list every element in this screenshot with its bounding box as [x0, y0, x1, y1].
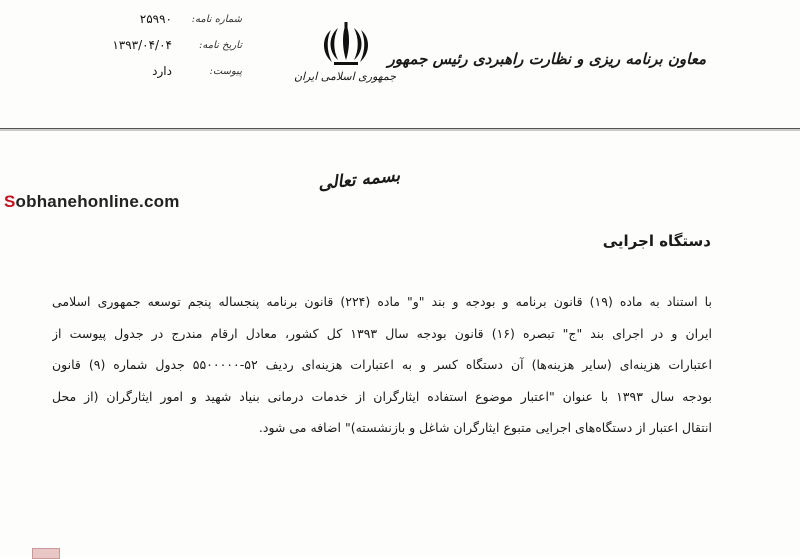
emblem-caption: جمهوری اسلامی ایران	[293, 70, 396, 83]
letter-number-row	[62, 10, 242, 36]
watermark-text	[4, 192, 180, 212]
invocation-heading: بسمه تعالی	[317, 165, 402, 195]
watermark-first-letter: S	[4, 192, 16, 211]
letter-number-value: ۲۵۹۹۰	[139, 12, 172, 26]
sender-title: معاون برنامه ریزی و نظارت راهبردی رئیس جمهور	[387, 50, 706, 68]
header-divider-shadow	[0, 129, 800, 131]
body-line: ایران و در اجرای بند "ج" تبصره (۱۶) قانون بودجه سال ۱۳۹۳ کل کشور، معادل ارقام مندرج در جدول پیوست از	[52, 325, 712, 341]
letter-meta	[62, 10, 242, 88]
letter-body	[52, 292, 712, 450]
letter-date-value: ۱۳۹۳/۰۴/۰۴	[112, 38, 172, 52]
letter-date-row	[62, 36, 242, 62]
iran-emblem-icon	[320, 20, 372, 68]
recipient-heading: دستگاه اجرایی	[602, 232, 711, 250]
body-line: اعتبارات هزینه‌ای (سایر هزینه‌ها) آن دستگاه کسر و به اعتبارات هزینه‌ای ردیف ۵۲-۵۵۰۰۰۰۰ جدول شماره (۹) قانون	[52, 357, 712, 372]
letterhead-emblem	[293, 20, 396, 83]
letter-attachment-row	[62, 62, 242, 88]
letter-date-label: تاریخ نامه:	[199, 40, 242, 51]
body-line: بودجه سال ۱۳۹۳ با عنوان "اعتبار موضوع استفاده ایثارگران از خدمات درمانی بنیاد شهید و امور ایثارگران (از محل	[52, 388, 712, 404]
watermark-rest: obhanehonline.com	[15, 192, 180, 211]
letter-attachment-label: پیوست:	[209, 66, 242, 77]
scan-edge-mark	[32, 548, 60, 559]
letter-attachment-value: دارد	[152, 64, 172, 78]
letter-number-label: شماره نامه:	[191, 14, 242, 25]
body-line: با استناد به ماده (۱۹) قانون برنامه و بودجه و بند "و" ماده (۲۲۴) قانون برنامه پنجساله پنجم توسعه جمهوری اسلامی	[52, 294, 712, 309]
body-line: انتقال اعتبار از دستگاه‌های اجرایی متبوع ایثارگران شاغل و بازنشسته)" اضافه می شود.	[258, 420, 712, 435]
